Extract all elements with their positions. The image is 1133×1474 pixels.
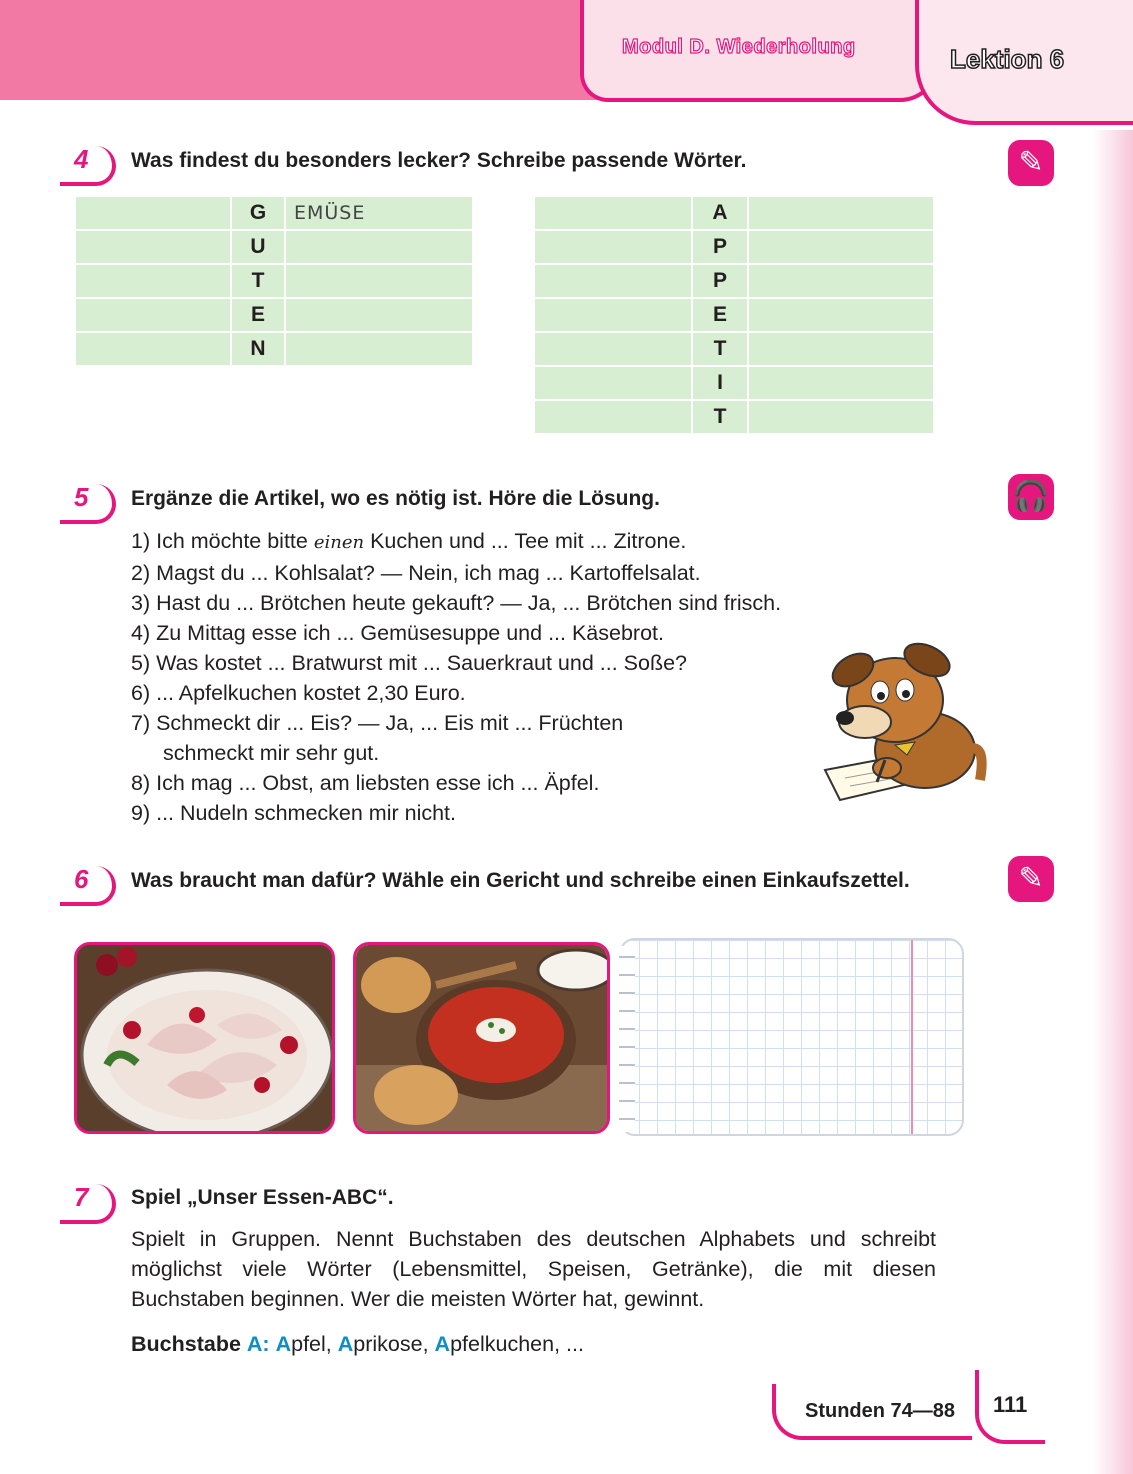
exercise-4-title: Was findest du besonders lecker? Schreibe passende Wörter. xyxy=(131,149,747,172)
table-row: T xyxy=(535,333,933,365)
answer-cell[interactable] xyxy=(286,231,472,263)
shopping-list-notepad[interactable] xyxy=(619,938,964,1136)
borscht-photo[interactable] xyxy=(353,942,610,1134)
answer-cell[interactable] xyxy=(749,299,933,331)
list-item: 9) ... Nudeln schmecken mir nicht. xyxy=(131,801,457,825)
modul-title: Modul D. Wiederholung xyxy=(622,36,856,58)
handwritten-answer: einen xyxy=(313,532,365,553)
answer-cell[interactable] xyxy=(286,333,472,365)
list-item: 7) Schmeckt dir ... Eis? — Ja, ... Eis mit ... Früchten xyxy=(131,711,624,735)
answer-cell[interactable] xyxy=(749,231,933,263)
list-item: 6) ... Apfelkuchen kostet 2,30 Euro. xyxy=(131,681,466,705)
page-number: 111 xyxy=(993,1392,1028,1417)
exercise-5-title: Ergänze die Artikel, wo es nötig ist. Höre die Lösung. xyxy=(131,487,660,510)
answer-cell[interactable] xyxy=(749,401,933,433)
page-edge-band xyxy=(1093,130,1133,1474)
exercise-7-number: 7 xyxy=(60,1180,120,1224)
list-item: schmeckt mir sehr gut. xyxy=(163,741,380,765)
pencil-icon: ✎ xyxy=(1008,140,1054,186)
exercise-4-number: 4 xyxy=(60,142,120,186)
exercise-5-number: 5 xyxy=(60,480,120,524)
answer-cell[interactable] xyxy=(749,367,933,399)
table-row: G EMÜSE xyxy=(76,197,472,229)
headphones-icon[interactable]: 🎧 xyxy=(1008,474,1054,520)
list-item: 1) Ich möchte bitte einen Kuchen und ... Tee mit ... Zitrone. xyxy=(131,529,687,553)
table-row: T xyxy=(76,265,472,297)
answer-cell[interactable]: EMÜSE xyxy=(286,197,472,229)
stunden-label: Stunden 74—88 xyxy=(805,1400,956,1422)
answer-cell[interactable] xyxy=(749,197,933,229)
pencil-icon: ✎ xyxy=(1008,856,1054,902)
table-row: P xyxy=(535,231,933,263)
lektion-title: Lektion 6 xyxy=(950,44,1065,74)
appetit-grid xyxy=(533,195,935,435)
dog-writing-illustration xyxy=(815,630,990,810)
table-row: A xyxy=(535,197,933,229)
table-row: T xyxy=(535,401,933,433)
list-item: 3) Hast du ... Brötchen heute gekauft? — Ja, ... Brötchen sind frisch. xyxy=(131,591,782,615)
exercise-7-title: Spiel „Unser Essen-ABC“. xyxy=(131,1186,394,1209)
table-row: P xyxy=(535,265,933,297)
exercise-6-number: 6 xyxy=(60,862,120,906)
list-item: 4) Zu Mittag esse ich ... Gemüsesuppe und ... Käsebrot. xyxy=(131,621,664,645)
answer-cell[interactable] xyxy=(749,265,933,297)
exercise-5-list xyxy=(131,526,781,828)
exercise-7-example: Buchstabe A: Apfel, Aprikose, Apfelkuchen, ... xyxy=(131,1332,584,1356)
exercise-7-text: Spielt in Gruppen. Nennt Buchstaben des deutschen Alphabets und schreibt möglichst viele Wörter (Lebensmittel, Speisen, Getränke), die mit diesen Buchstaben beginnen. Wer die meisten Wörter hat, gewinnt. xyxy=(131,1227,936,1311)
table-row: N xyxy=(76,333,472,365)
table-row: E xyxy=(535,299,933,331)
header-band xyxy=(0,0,600,100)
table-row: U xyxy=(76,231,472,263)
exercise-6-title: Was braucht man dafür? Wähle ein Gericht und schreibe einen Einkaufszettel. xyxy=(131,869,910,892)
list-item: 8) Ich mag ... Obst, am liebsten esse ich ... Äpfel. xyxy=(131,771,600,795)
guten-grid xyxy=(74,195,474,367)
list-item: 5) Was kostet ... Bratwurst mit ... Sauerkraut und ... Soße? xyxy=(131,651,688,675)
list-item: 2) Magst du ... Kohlsalat? — Nein, ich mag ... Kartoffelsalat. xyxy=(131,561,701,585)
table-row: I xyxy=(535,367,933,399)
answer-cell[interactable] xyxy=(286,299,472,331)
answer-cell[interactable] xyxy=(749,333,933,365)
table-row: E xyxy=(76,299,472,331)
varenyky-photo[interactable] xyxy=(74,942,335,1134)
answer-cell[interactable] xyxy=(286,265,472,297)
